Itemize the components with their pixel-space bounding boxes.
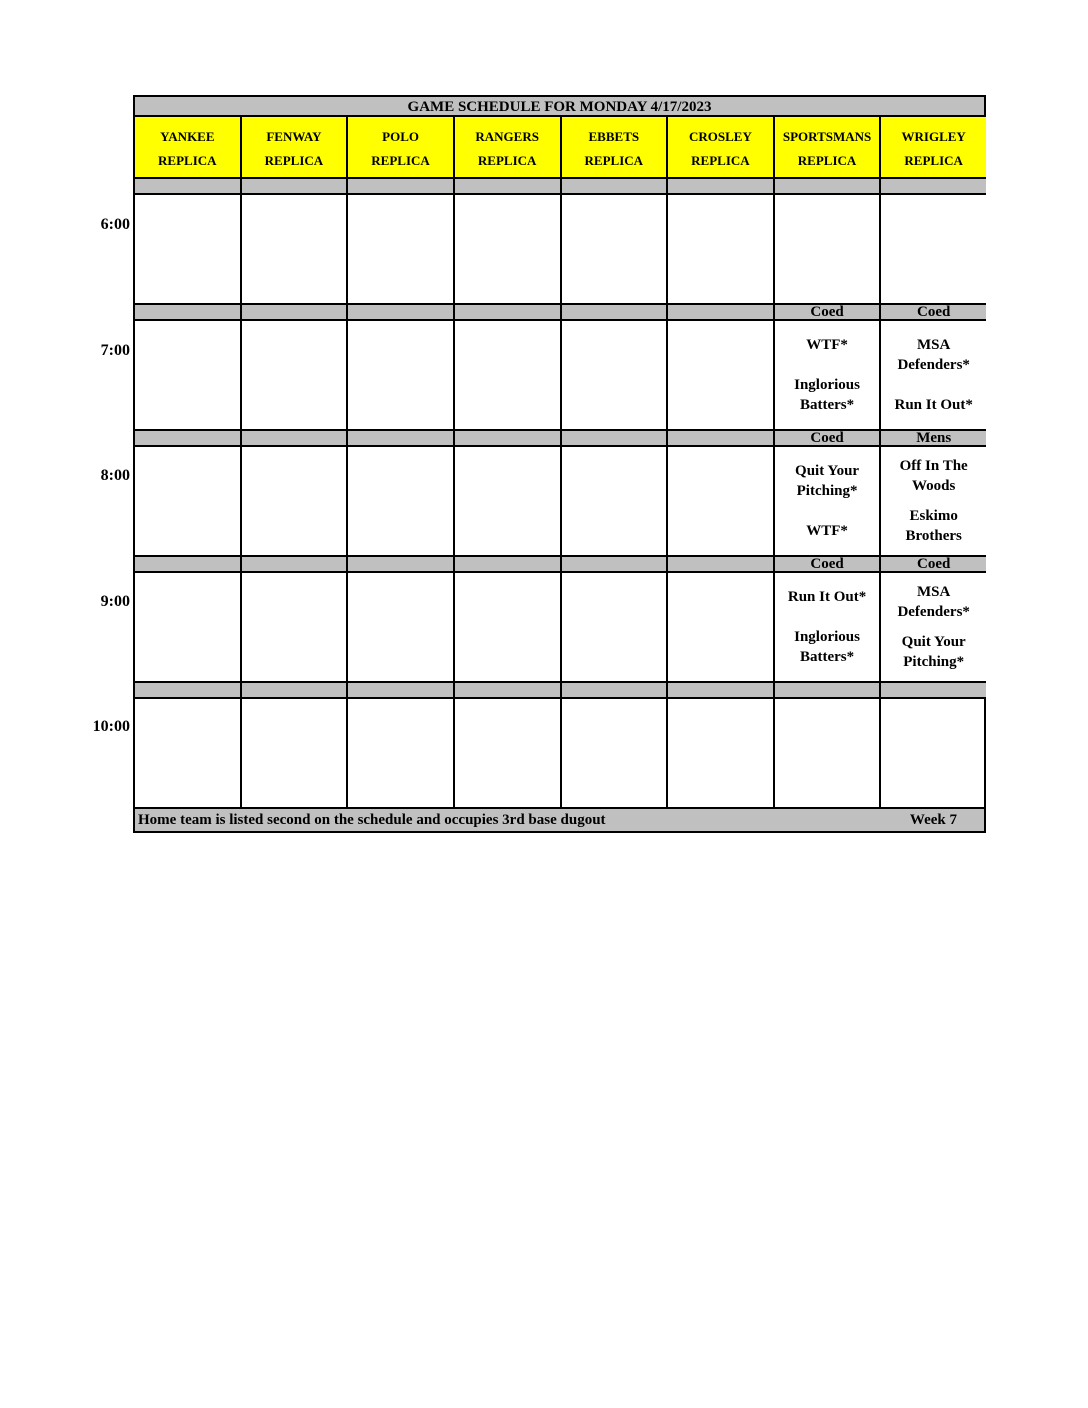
- time-label: 9:00: [100, 593, 130, 610]
- division-cell: Coed: [773, 305, 880, 321]
- time-label: 8:00: [100, 467, 130, 484]
- field-subtitle: REPLICA: [904, 153, 963, 168]
- division-cell: [773, 179, 880, 195]
- game-cell: [879, 447, 986, 557]
- game-cell: [773, 321, 880, 431]
- game-cell: [453, 573, 560, 683]
- game-cell: [133, 699, 240, 809]
- game-cell: [773, 573, 880, 683]
- field-header: [240, 117, 347, 179]
- team-name: Run It Out*: [894, 397, 973, 413]
- team-name: MSA Defenders*: [897, 584, 970, 620]
- game-cell: [453, 699, 560, 809]
- field-name: SPORTSMANS: [782, 129, 872, 144]
- game-cell: [666, 699, 773, 809]
- division-cell: [240, 179, 347, 195]
- game-cell: [666, 447, 773, 557]
- field-header: [560, 117, 667, 179]
- division-cell: [346, 557, 453, 573]
- schedule-title: GAME SCHEDULE FOR MONDAY 4/17/2023: [133, 95, 986, 117]
- division-cell: [666, 179, 773, 195]
- game-cell: [453, 447, 560, 557]
- team-name: Run It Out*: [787, 589, 867, 605]
- home-team-note: Home team is listed second on the schedule and occupies 3rd base dugout: [138, 812, 606, 828]
- team-name: Off In The Woods: [899, 458, 968, 494]
- game-cell: [346, 699, 453, 809]
- game-cell: [879, 573, 986, 683]
- field-subtitle: REPLICA: [584, 153, 644, 168]
- game-cell: [133, 447, 240, 557]
- division-cell: [666, 557, 773, 573]
- game-cell: [346, 573, 453, 683]
- division-cell: [453, 683, 560, 699]
- division-cell: [666, 305, 773, 321]
- game-cell: [453, 321, 560, 431]
- game-cell: [773, 447, 880, 557]
- division-cell: [133, 431, 240, 447]
- division-cell: [346, 683, 453, 699]
- game-cell: [773, 699, 880, 809]
- game-cell: [879, 699, 986, 809]
- division-cell: Coed: [879, 305, 986, 321]
- field-name: WRIGLEY: [901, 129, 966, 144]
- game-cell: [773, 195, 880, 305]
- game-cell: [240, 321, 347, 431]
- field-header: [133, 117, 240, 179]
- field-subtitle: REPLICA: [158, 153, 217, 168]
- field-header: [453, 117, 560, 179]
- division-cell: [240, 683, 347, 699]
- team-name: Quit Your Pitching*: [901, 634, 966, 670]
- division-cell: [240, 431, 347, 447]
- division-cell: [453, 305, 560, 321]
- time-label: 6:00: [100, 216, 130, 233]
- division-cell: [133, 557, 240, 573]
- field-subtitle: REPLICA: [797, 153, 857, 168]
- division-cell: [560, 557, 667, 573]
- field-name: EBBETS: [588, 129, 640, 144]
- division-cell: Coed: [773, 431, 880, 447]
- division-cell: Mens: [879, 431, 986, 447]
- division-cell: [240, 305, 347, 321]
- team-name: Quit Your Pitching*: [795, 463, 860, 499]
- division-cell: [133, 683, 240, 699]
- field-header: [666, 117, 773, 179]
- game-cell: [879, 321, 986, 431]
- game-cell: [346, 447, 453, 557]
- division-cell: [133, 305, 240, 321]
- field-name: CROSLEY: [689, 129, 752, 144]
- game-cell: [240, 447, 347, 557]
- game-cell: [560, 195, 667, 305]
- field-name: RANGERS: [475, 129, 539, 144]
- week-label: Week 7: [909, 812, 957, 828]
- division-cell: [346, 179, 453, 195]
- field-subtitle: REPLICA: [371, 153, 430, 168]
- field-header: [773, 117, 880, 179]
- division-cell: [666, 683, 773, 699]
- division-cell: [560, 305, 667, 321]
- field-subtitle: REPLICA: [477, 153, 537, 168]
- field-header: [346, 117, 453, 179]
- time-label: 10:00: [92, 718, 130, 735]
- division-cell: [346, 305, 453, 321]
- game-cell: [133, 321, 240, 431]
- game-cell: [240, 195, 347, 305]
- game-cell: [346, 195, 453, 305]
- division-cell: [133, 179, 240, 195]
- game-cell: [666, 195, 773, 305]
- division-cell: [773, 683, 880, 699]
- division-cell: [453, 431, 560, 447]
- division-cell: [666, 431, 773, 447]
- game-cell: [879, 195, 986, 305]
- game-cell: [666, 573, 773, 683]
- division-cell: [879, 179, 986, 195]
- field-subtitle: REPLICA: [691, 153, 750, 168]
- team-name: MSA Defenders*: [897, 337, 970, 373]
- team-name: WTF*: [806, 337, 848, 353]
- game-cell: [560, 699, 667, 809]
- team-name: Inglorious Batters*: [794, 377, 860, 413]
- game-cell: [560, 573, 667, 683]
- game-cell: [560, 447, 667, 557]
- field-subtitle: REPLICA: [264, 153, 324, 168]
- division-cell: [240, 557, 347, 573]
- division-cell: [346, 431, 453, 447]
- field-name: POLO: [382, 129, 419, 144]
- game-cell: [240, 573, 347, 683]
- team-name: Inglorious Batters*: [794, 629, 860, 665]
- game-cell: [133, 573, 240, 683]
- game-cell: [346, 321, 453, 431]
- game-cell: [560, 321, 667, 431]
- division-cell: [879, 683, 986, 699]
- team-name: Eskimo Brothers: [905, 508, 962, 544]
- schedule-sheet: [133, 95, 986, 833]
- time-label: 7:00: [100, 342, 130, 359]
- field-name: YANKEE: [160, 129, 215, 144]
- division-cell: [560, 431, 667, 447]
- field-header: [879, 117, 986, 179]
- footer-bar: [133, 809, 986, 833]
- schedule-grid: [133, 117, 986, 809]
- game-cell: [453, 195, 560, 305]
- division-cell: [560, 179, 667, 195]
- division-cell: Coed: [879, 557, 986, 573]
- division-cell: [453, 557, 560, 573]
- division-cell: [560, 683, 667, 699]
- field-name: FENWAY: [266, 129, 322, 144]
- game-cell: [240, 699, 347, 809]
- team-name: WTF*: [806, 523, 848, 539]
- game-cell: [666, 321, 773, 431]
- game-cell: [133, 195, 240, 305]
- division-cell: Coed: [773, 557, 880, 573]
- division-cell: [453, 179, 560, 195]
